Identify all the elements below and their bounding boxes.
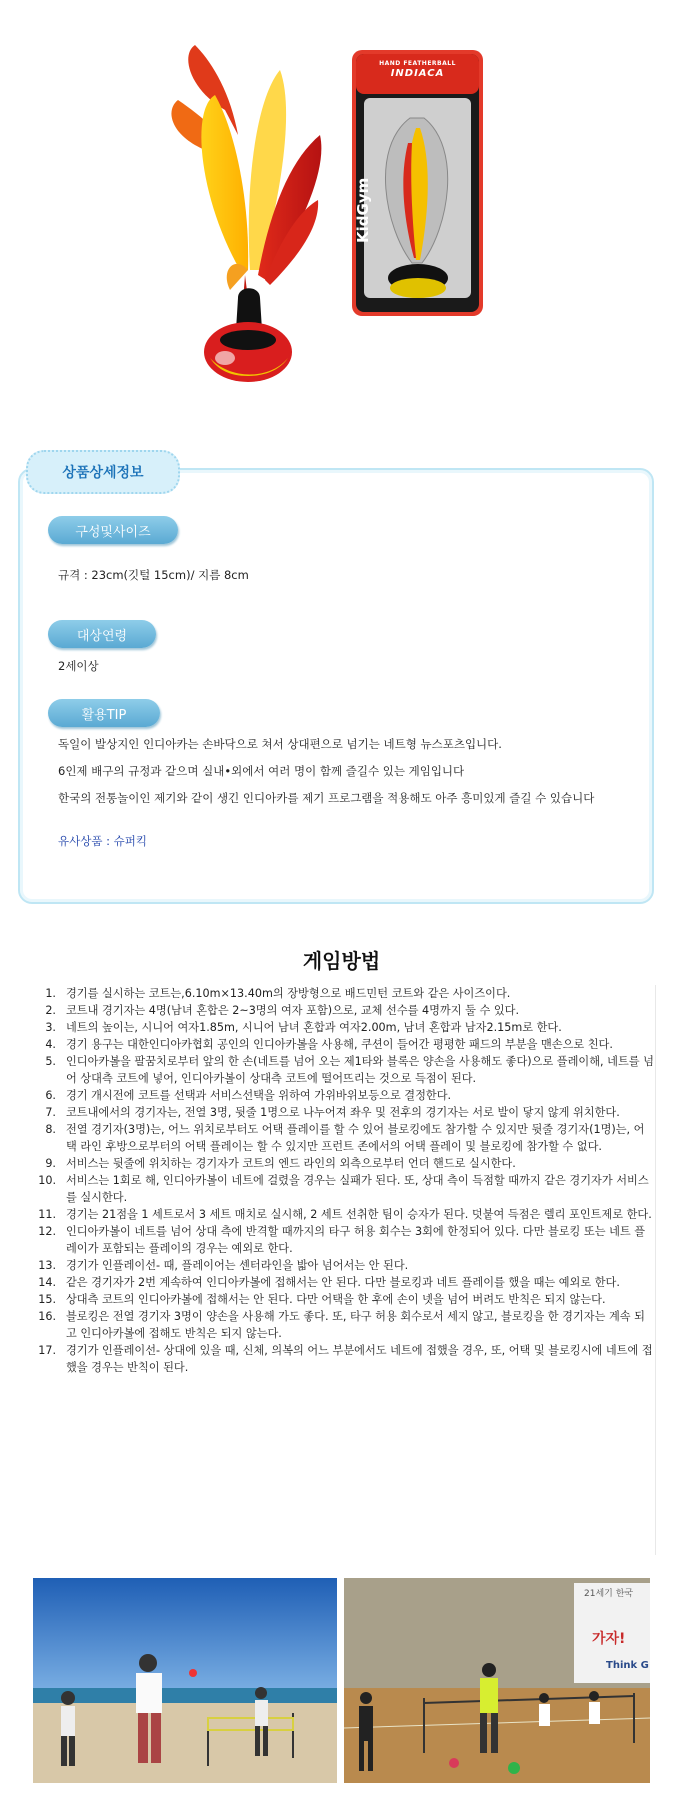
rule-item [30, 985, 655, 1002]
rule-item [30, 1206, 655, 1223]
rule-item [30, 1172, 655, 1206]
rule-item [30, 1257, 655, 1274]
rule-text: 전열 경기자(3명)는, 어느 위치로부터도 어택 플레이를 할 수 있어 블로킹에도 참가할 수 있지만 뒷줄 경기자(1명)는, 어택 라인 후방으로부터의 어택 플레이는 할 수 있지만 프런트 존에서의 어택 플레이 및 블로킹에 참가할 수 없다. [66, 1123, 645, 1153]
rule-number: 15. [38, 1293, 56, 1306]
rule-number: 16. [38, 1310, 56, 1323]
rule-number: 3. [45, 1021, 56, 1034]
tip-line-2: 6인제 배구의 규정과 같으며 실내•외에서 여러 명이 함께 즐길수 있는 게임입니다 [58, 764, 465, 778]
rule-number: 14. [38, 1276, 56, 1289]
rule-text: 경기 용구는 대한인디아카협회 공인의 인디아카볼을 사용해, 쿠션이 들어간 평평한 패드의 부분을 맨손으로 친다. [66, 1038, 613, 1051]
rule-number: 12. [38, 1225, 56, 1238]
rule-item [30, 1087, 655, 1104]
age-label: 대상연령 [76, 628, 128, 644]
rule-item [30, 1223, 655, 1257]
rule-text: 같은 경기자가 2번 계속하여 인디아카볼에 접해서는 안 된다. 다만 블로킹과 네트 플레이를 했을 때는 예외로 한다. [66, 1276, 620, 1289]
rule-item [30, 1308, 655, 1342]
rule-text: 경기를 실시하는 코트는,6.10m×13.40m의 장방형으로 배드민턴 코트와 같은 사이즈이다. [66, 987, 511, 1000]
rule-text: 코트내 경기자는 4명(남녀 혼합은 2~3명의 여자 포함)으로, 교체 선수를 4명까지 둘 수 있다. [66, 1004, 519, 1017]
rule-item [30, 1002, 655, 1019]
rule-text: 서비스는 뒷줄에 위치하는 경기자가 코트의 엔드 라인의 외측으로부터 언더 핸드로 실시한다. [66, 1157, 516, 1170]
pack-brand-main: INDIACA [390, 68, 445, 79]
tip-section-header [48, 699, 160, 727]
rule-number: 13. [38, 1259, 56, 1272]
spec-section-header [48, 516, 178, 544]
game-rules-list [30, 985, 656, 1555]
tip-line-3: 한국의 전통놀이인 제기와 같이 생긴 인디아카를 제기 프로그램을 적용해도 아주 흥미있게 즐길 수 있습니다 [58, 791, 595, 805]
rule-number: 8. [45, 1123, 56, 1136]
rule-text: 인디아카볼이 네트를 넘어 상대 측에 반격할 때까지의 타구 허용 회수는 3회에 한정되어 있다. 다만 블로킹 또는 네트 플레이가 포함되는 플레이의 경우는 예외로 한다. [66, 1225, 646, 1255]
rule-number: 2. [45, 1004, 56, 1017]
rule-text: 인디아카볼을 팔꿈치로부터 앞의 한 손(네트를 넘어 오는 제1타와 블록은 양손을 사용해도 좋다)으로 플레이해, 네트를 넘어 상대측 코트에 넣어, 인디아카볼이 상대측 코트에 떨어뜨리는 것으로 득점이 된다. [66, 1055, 654, 1085]
svg-text:KidGym: KidGym [354, 177, 372, 243]
gym-banner-1: 21세기 한국 [584, 1589, 634, 1599]
rule-number: 10. [38, 1174, 56, 1187]
rule-text: 경기는 21점을 1 세트로서 3 세트 매치로 실시해, 2 세트 선취한 팀이 승자가 된다. 덧붙여 득점은 렐리 포인트제로 한다. [66, 1208, 652, 1221]
tip-label: 활용TIP [81, 707, 127, 723]
indiaca-package-image [350, 48, 485, 318]
beach-play-photo [33, 1578, 337, 1783]
similar-product-link[interactable]: 유사상품 : 슈퍼킥 [58, 834, 147, 848]
rule-number: 1. [45, 987, 56, 1000]
indiaca-shuttle-image [170, 40, 330, 390]
rule-item [30, 1155, 655, 1172]
rule-text: 코트내에서의 경기자는, 전열 3명, 뒷줄 1명으로 나누어져 좌우 및 전후의 경기자는 서로 발이 닿지 않게 위치한다. [66, 1106, 620, 1119]
detail-tab [26, 450, 180, 494]
pack-brand-top: HAND FEATHERBALL [379, 60, 456, 67]
age-section-header [48, 620, 156, 648]
rule-item [30, 1342, 655, 1376]
gym-play-photo [344, 1578, 650, 1783]
rule-item [30, 1053, 655, 1087]
tip-line-1: 독일이 발상지인 인디아카는 손바닥으로 쳐서 상대편으로 넘기는 네트형 뉴스포츠입니다. [58, 737, 502, 751]
age-text: 2세이상 [58, 659, 99, 673]
spec-text: 규격 : 23cm(깃털 15cm)/ 지름 8cm [58, 568, 249, 582]
rule-item [30, 1104, 655, 1121]
rule-text: 서비스는 1회로 해, 인디아카볼이 네트에 걸렸을 경우는 실패가 된다. 또, 상대 측이 득점할 때까지 같은 경기자가 서비스를 실시한다. [66, 1174, 649, 1204]
rule-number: 5. [45, 1055, 56, 1068]
rule-text: 블로킹은 전열 경기자 3명이 양손을 사용해 가도 좋다. 또, 타구 허용 회수로서 세지 않고, 블로킹을 한 경기자는 계속 되고 인디아카볼에 접해도 반칙은 되지 않는다. [66, 1310, 645, 1340]
rule-text: 경기가 인플레이선- 상대에 있을 때, 신체, 의복의 어느 부분에서도 네트에 접했을 경우, 또, 어택 및 블로킹시에 네트에 접했을 경우는 반칙이 된다. [66, 1344, 653, 1374]
spec-label: 구성및사이즈 [75, 524, 151, 540]
rule-text: 경기 개시전에 코트를 선택과 서비스선택을 위하여 가위바위보등으로 결정한다. [66, 1089, 452, 1102]
gym-banner-3: Think G [606, 1660, 649, 1671]
rule-number: 11. [38, 1208, 56, 1221]
rule-text: 네트의 높이는, 시니어 여자1.85m, 시니어 남녀 혼합과 여자2.00m, 남녀 혼합과 남자2.15m로 한다. [66, 1021, 562, 1034]
rule-item [30, 1019, 655, 1036]
rule-number: 9. [45, 1157, 56, 1170]
rule-text: 상대측 코트의 인디아카볼에 접해서는 안 된다. 다만 어택을 한 후에 손이 넷을 넘어 버려도 반칙은 되지 않는다. [66, 1293, 606, 1306]
rule-text: 경기가 인플레이선- 때, 플레이어는 센터라인을 밟아 넘어서는 안 된다. [66, 1259, 409, 1272]
rule-item [30, 1036, 655, 1053]
rule-number: 6. [45, 1089, 56, 1102]
game-method-title: 게임방법 [302, 949, 381, 973]
rule-item [30, 1274, 655, 1291]
rule-item [30, 1121, 655, 1155]
rule-number: 7. [45, 1106, 56, 1119]
rule-item [30, 1291, 655, 1308]
product-hero [0, 0, 683, 430]
rule-number: 4. [45, 1038, 56, 1051]
rule-number: 17. [38, 1344, 56, 1357]
gym-banner-2: 가자! [592, 1631, 626, 1647]
detail-tab-label: 상품상세정보 [62, 465, 144, 481]
